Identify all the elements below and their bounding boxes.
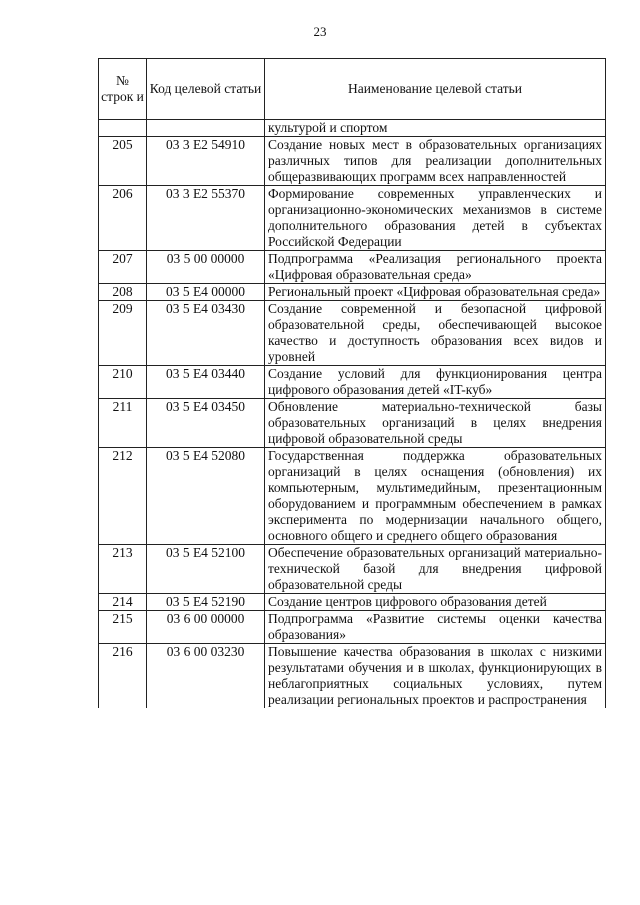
row-name: Формирование современных управленческих и организационно-экономических механизмов в системе дополнительного образования детей в субъектах Российской Федерации — [265, 186, 606, 251]
row-number: 212 — [99, 448, 147, 545]
row-code: 03 6 00 00000 — [147, 611, 265, 644]
row-name: Создание условий для функционирования центра цифрового образования детей «IT-куб» — [265, 366, 606, 399]
row-name: Региональный проект «Цифровая образовательная среда» — [265, 284, 606, 301]
table-row — [99, 545, 606, 594]
row-code: 03 5 E4 03440 — [147, 366, 265, 399]
page-number: 23 — [313, 24, 327, 39]
row-code: 03 3 E2 55370 — [147, 186, 265, 251]
row-number: 211 — [99, 399, 147, 448]
table-row — [99, 186, 606, 251]
table-row — [99, 644, 606, 709]
row-number: 208 — [99, 284, 147, 301]
row-name: Государственная поддержка образовательных организаций в целях оснащения (обновления) их компьютерным, мультимедийным, презентационным оборудованием и программным обеспечением в рамках эксперимента по модернизации начального общего, основного общего и среднего общего образования — [265, 448, 606, 545]
row-name: Повышение качества образования в школах с низкими результатами обучения и в школах, функционирующих в неблагоприятных социальных условиях, путем реализации региональных проектов и распространения — [265, 644, 606, 709]
row-number: 213 — [99, 545, 147, 594]
table-row — [99, 284, 606, 301]
table-row — [99, 120, 606, 137]
target-articles-table — [98, 58, 606, 708]
row-code: 03 5 E4 00000 — [147, 284, 265, 301]
row-code: 03 5 E4 03430 — [147, 301, 265, 366]
row-number: 205 — [99, 137, 147, 186]
table-row — [99, 366, 606, 399]
row-number: 215 — [99, 611, 147, 644]
table-row — [99, 137, 606, 186]
row-name: Создание центров цифрового образования детей — [265, 594, 606, 611]
header-target-name: Наименование целевой статьи — [265, 59, 606, 120]
table-row — [99, 399, 606, 448]
row-name: Создание новых мест в образовательных организациях различных типов для реализации дополнительных общеразвивающих программ всех направленностей — [265, 137, 606, 186]
table-row — [99, 611, 606, 644]
row-code — [147, 120, 265, 137]
row-code: 03 5 00 00000 — [147, 251, 265, 284]
row-name: культурой и спортом — [265, 120, 606, 137]
row-name: Подпрограмма «Реализация регионального проекта «Цифровая образовательная среда» — [265, 251, 606, 284]
row-code: 03 5 E4 03450 — [147, 399, 265, 448]
row-code: 03 6 00 03230 — [147, 644, 265, 709]
row-code: 03 5 E4 52080 — [147, 448, 265, 545]
row-number: 216 — [99, 644, 147, 709]
row-number — [99, 120, 147, 137]
row-name: Обеспечение образовательных организаций материально-технической базой для внедрения цифровой образовательной среды — [265, 545, 606, 594]
row-name: Подпрограмма «Развитие системы оценки качества образования» — [265, 611, 606, 644]
row-code: 03 5 E4 52190 — [147, 594, 265, 611]
row-number: 206 — [99, 186, 147, 251]
header-row-number: № строк и — [99, 59, 147, 120]
table-row — [99, 448, 606, 545]
row-number: 207 — [99, 251, 147, 284]
row-number: 210 — [99, 366, 147, 399]
table-row — [99, 594, 606, 611]
row-code: 03 5 E4 52100 — [147, 545, 265, 594]
row-code: 03 3 E2 54910 — [147, 137, 265, 186]
row-name: Обновление материально-технической базы образовательных организаций в целях внедрения цифровой образовательной среды — [265, 399, 606, 448]
row-name: Создание современной и безопасной цифровой образовательной среды, обеспечивающей высокое качество и доступность образования всех видов и уровней — [265, 301, 606, 366]
table-row — [99, 251, 606, 284]
row-number: 214 — [99, 594, 147, 611]
header-target-code: Код целевой статьи — [147, 59, 265, 120]
table-header-row — [99, 59, 606, 120]
row-number: 209 — [99, 301, 147, 366]
table-row — [99, 301, 606, 366]
